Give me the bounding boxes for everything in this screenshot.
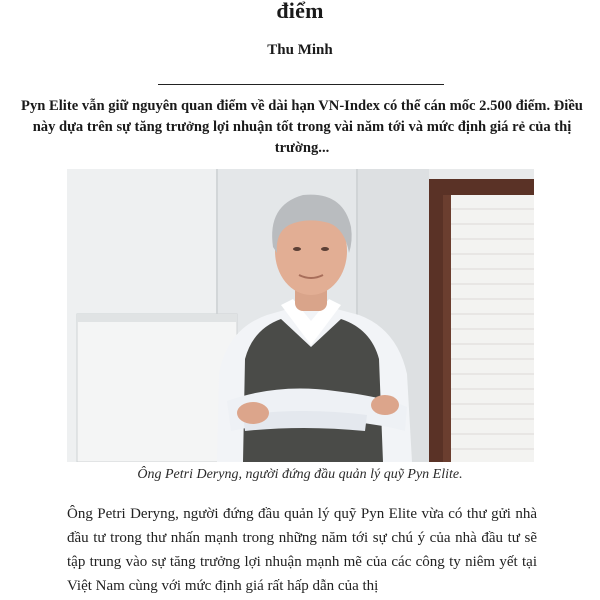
article-photo bbox=[67, 169, 534, 462]
article-body-paragraph: Ông Petri Deryng, người đứng đầu quản lý quỹ Pyn Elite vừa có thư gửi nhà đầu tư trong thư nhấn mạnh trong những năm tới sự chú ý của nhà đầu tư sẽ tập trung vào sự tăng trưởng lợi nhuận mạnh mẽ của các công ty niêm yết tại Việt Nam cùng với mức định giá rất hấp dẫn của thị bbox=[67, 506, 537, 594]
title-divider bbox=[158, 84, 444, 85]
article-lead: Pyn Elite vẫn giữ nguyên quan điểm về dài hạn VN-Index có thể cán mốc 2.500 điểm. Điều này dựa trên sự tăng trưởng lợi nhuận tốt trong vài năm tới và mức định giá rẻ của thị trường... bbox=[21, 98, 583, 156]
photo-caption: Ông Petri Deryng, người đứng đầu quản lý quỹ Pyn Elite. bbox=[137, 467, 463, 482]
article-title-tail: điểm bbox=[276, 0, 324, 23]
article-author: Thu Minh bbox=[267, 42, 333, 58]
